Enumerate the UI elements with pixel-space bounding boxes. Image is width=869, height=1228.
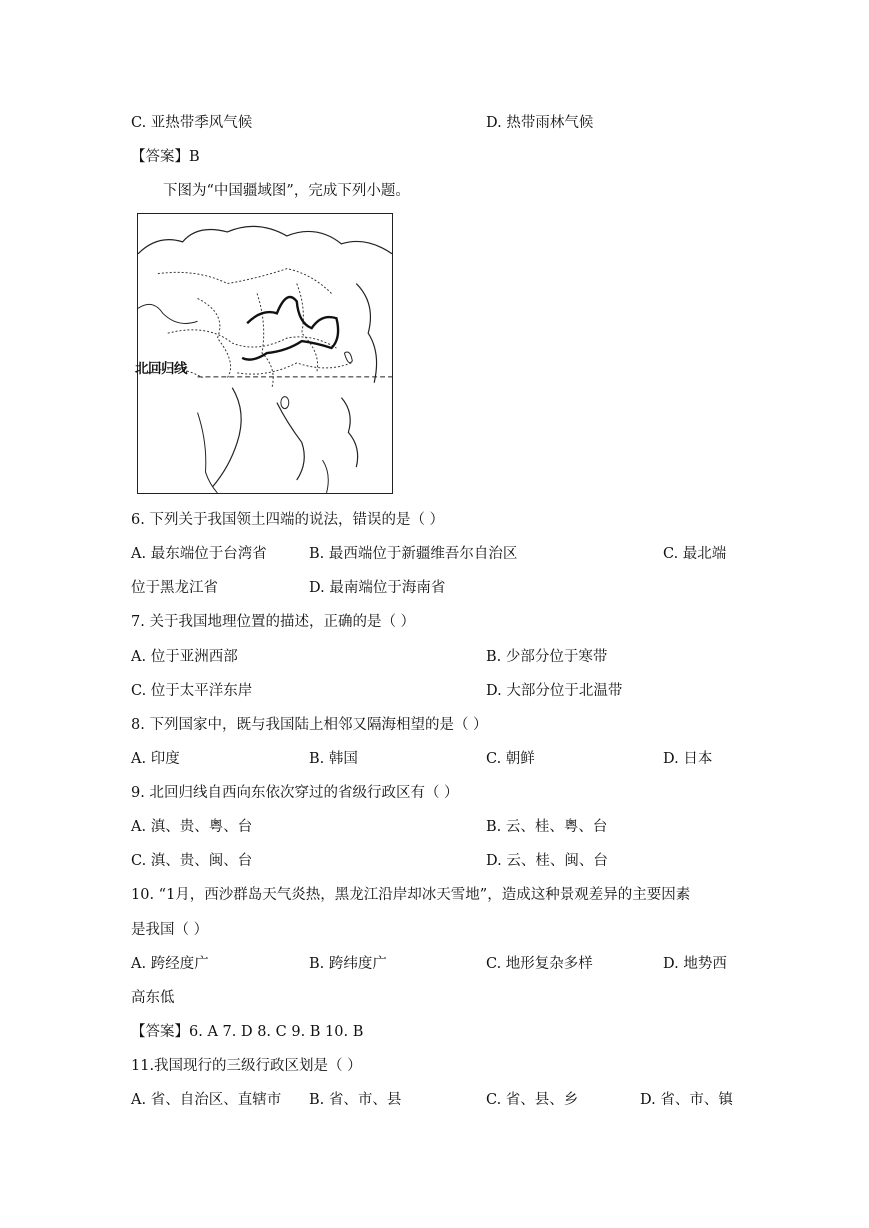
q10-option-b[interactable]: B. 跨纬度广 [309,956,387,972]
prev-option-d: D. 热带雨林气候 [486,115,594,131]
q10-option-d[interactable]: D. 地势西 [663,956,727,972]
q11-option-a[interactable]: A. 省、自治区、直辖市 [131,1092,282,1108]
china-territory-map [137,213,393,494]
q11-option-c[interactable]: C. 省、县、乡 [486,1092,579,1108]
q8-option-a[interactable]: A. 印度 [131,751,180,767]
q8-stem: 8. 下列国家中，既与我国陆上相邻又隔海相望的是（ ） [131,717,488,733]
q6-option-a[interactable]: A. 最东端位于台湾省 [131,546,267,562]
q11-stem: 11.我国现行的三级行政区划是（ ） [131,1058,362,1074]
map-drawing [138,214,392,493]
q10-option-d-cont: 高东低 [131,990,175,1006]
q8-option-d[interactable]: D. 日本 [663,751,713,767]
q11-option-b[interactable]: B. 省、市、县 [309,1092,402,1108]
q10-stem-cont: 是我国（ ） [131,922,209,938]
q6-option-c-cont: 位于黑龙江省 [131,580,218,596]
map-intro: 下图为“中国疆域图”，完成下列小题。 [163,183,410,199]
q9-option-a[interactable]: A. 滇、贵、粤、台 [131,819,253,835]
answer-line-2: 【答案】6. A 7. D 8. C 9. B 10. B [131,1024,364,1040]
q6-stem: 6. 下列关于我国领土四端的说法，错误的是（ ） [131,512,445,528]
q7-stem: 7. 关于我国地理位置的描述，正确的是（ ） [131,614,416,630]
q6-option-b[interactable]: B. 最西端位于新疆维吾尔自治区 [309,546,518,562]
q8-option-c[interactable]: C. 朝鲜 [486,751,535,767]
q9-option-b[interactable]: B. 云、桂、粤、台 [486,819,608,835]
q11-option-d[interactable]: D. 省、市、镇 [640,1092,733,1108]
q9-stem: 9. 北回归线自西向东依次穿过的省级行政区有（ ） [131,785,459,801]
q9-option-c[interactable]: C. 滇、贵、闽、台 [131,853,253,869]
q10-option-c[interactable]: C. 地形复杂多样 [486,956,593,972]
q7-option-c[interactable]: C. 位于太平洋东岸 [131,683,253,699]
q6-option-c[interactable]: C. 最北端 [663,546,727,562]
q7-option-a[interactable]: A. 位于亚洲西部 [131,649,238,665]
tropic-of-cancer-label: 北回归线 [135,361,187,377]
q10-stem: 10. “1月，西沙群岛天气炎热，黑龙江沿岸却冰天雪地”，造成这种景观差异的主要因素 [131,887,691,903]
q7-option-b[interactable]: B. 少部分位于寒带 [486,649,608,665]
q8-option-b[interactable]: B. 韩国 [309,751,358,767]
answer-line-1: 【答案】B [131,149,200,165]
prev-option-c: C. 亚热带季风气候 [131,115,253,131]
q6-option-d[interactable]: D. 最南端位于海南省 [309,580,446,596]
q10-option-a[interactable]: A. 跨经度广 [131,956,209,972]
q7-option-d[interactable]: D. 大部分位于北温带 [486,683,623,699]
q9-option-d[interactable]: D. 云、桂、闽、台 [486,853,608,869]
